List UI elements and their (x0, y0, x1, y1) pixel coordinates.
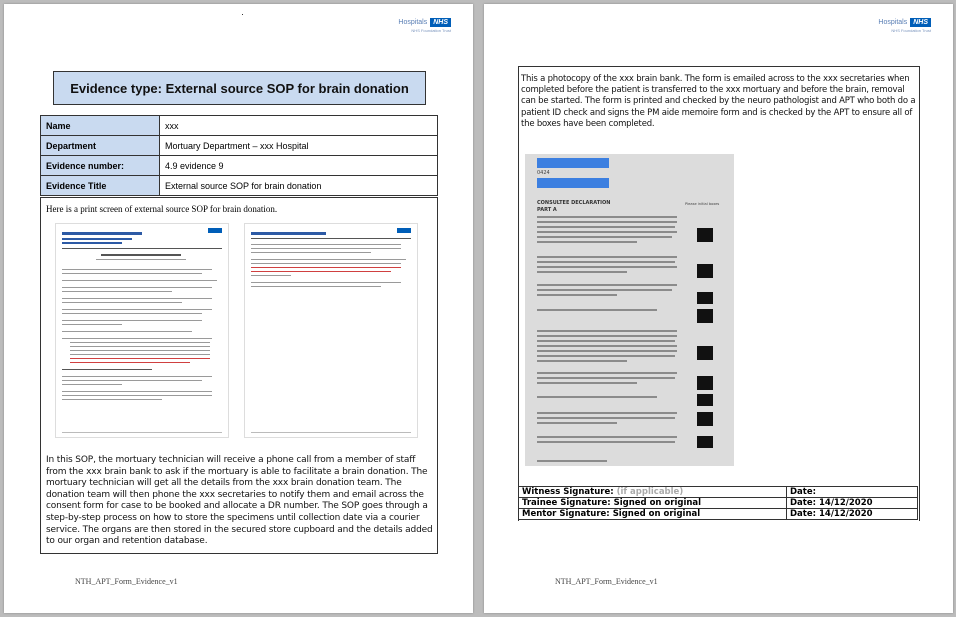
signature-label: Trainee Signature: (522, 498, 611, 508)
scan-heading: CONSULTEE DECLARATION (537, 200, 611, 206)
logo-trust-text: NHS Foundation Trust (891, 28, 931, 33)
table-row (41, 176, 438, 196)
logo-hospitals-text: Hospitals (878, 19, 908, 26)
nhs-badge: NHS (430, 18, 451, 27)
intro-text: Here is a print screen of external source SOP for brain donation. (46, 204, 278, 214)
date-value: 14/12/2020 (819, 509, 873, 519)
signature-cell (519, 487, 787, 498)
signature-value: Signed on original (613, 498, 702, 508)
date-cell (787, 498, 918, 509)
evidence-info-table (40, 115, 438, 196)
date-cell (787, 487, 918, 498)
initial-box (697, 228, 713, 242)
sop-screenshot-page-2 (244, 223, 418, 438)
evidence-content-box (40, 197, 438, 554)
row-value: External source SOP for brain donation (160, 176, 438, 196)
row-label: Evidence number: (41, 156, 160, 176)
evidence-title-box (53, 71, 426, 105)
initial-box (697, 309, 713, 323)
initial-box (697, 292, 713, 304)
scan-code: 0424 (537, 170, 550, 176)
table-row (41, 116, 438, 136)
sop-description: In this SOP, the mortuary technician will receive a phone call from a member of staff from the xxx brain bank to ask if the mortuary is able to facilitate a brain donation. The mortuary technician will get all the details from the xxx brain donation team. The donation team will then phone the xxx secretaries to notify them and email across the consent form for case to be booked and allocate a DR number. The SOP goes through a step-by-step process on how to store the specimens until collection date via a courier service. The organs are then stored in the secured store cupboard and the details added to our organ and retention database. (46, 455, 433, 547)
row-value: Mortuary Department – xxx Hospital (160, 136, 438, 156)
page-2 (484, 4, 953, 613)
signature-table (518, 486, 918, 520)
signature-value: Signed on original (612, 509, 701, 519)
table-row (519, 487, 918, 498)
row-label: Evidence Title (41, 176, 160, 196)
date-value: 14/12/2020 (819, 498, 873, 508)
nhs-logo (398, 18, 451, 33)
initial-box (697, 376, 713, 390)
redaction-bar (537, 158, 609, 168)
evidence-title: Evidence type: External source SOP for brain donation (70, 80, 409, 96)
date-label: Date: (790, 509, 817, 519)
nhs-badge: NHS (910, 18, 931, 27)
photocopy-description: This a photocopy of the xxx brain bank. The form is emailed across to the xxx secretaries when completed before the patient is transferred to the xxx mortuary and before the brain, removal can be started. The form is printed and checked by the neuro pathologist and APT who both do a patient ID check and signs the PM aide memoire form and is checked by the APT to ensure all of the boxes have been completed. (521, 74, 916, 129)
table-row (41, 136, 438, 156)
date-label: Date: (790, 498, 817, 508)
signature-value: (if applicable) (616, 487, 684, 497)
scan-subheading: PART A (537, 207, 557, 213)
page-footer: NTH_APT_Form_Evidence_v1 (555, 577, 658, 586)
scan-tick-label: Please initial boxes (685, 202, 720, 206)
table-row (519, 509, 918, 520)
consent-form-scan (525, 154, 734, 466)
signature-label: Witness Signature: (522, 487, 614, 497)
date-label: Date: (790, 487, 817, 497)
signature-cell (519, 509, 787, 520)
initial-box (697, 412, 713, 426)
page-1 (4, 4, 473, 613)
date-cell (787, 509, 918, 520)
row-label: Department (41, 136, 160, 156)
signature-label: Mentor Signature: (522, 509, 610, 519)
row-value: 4.9 evidence 9 (160, 156, 438, 176)
row-value: xxx (160, 116, 438, 136)
table-row (519, 498, 918, 509)
signature-cell (519, 498, 787, 509)
logo-trust-text: NHS Foundation Trust (411, 28, 451, 33)
initial-box (697, 436, 713, 448)
redaction-bar (537, 178, 609, 188)
page-footer: NTH_APT_Form_Evidence_v1 (75, 577, 178, 586)
initial-box (697, 346, 713, 360)
row-label: Name (41, 116, 160, 136)
initial-box (697, 264, 713, 278)
logo-hospitals-text: Hospitals (398, 19, 428, 26)
sop-screenshot-page-1 (55, 223, 229, 438)
table-row (41, 156, 438, 176)
initial-box (697, 394, 713, 406)
page-marker-dot (242, 14, 243, 15)
nhs-logo (878, 18, 931, 33)
